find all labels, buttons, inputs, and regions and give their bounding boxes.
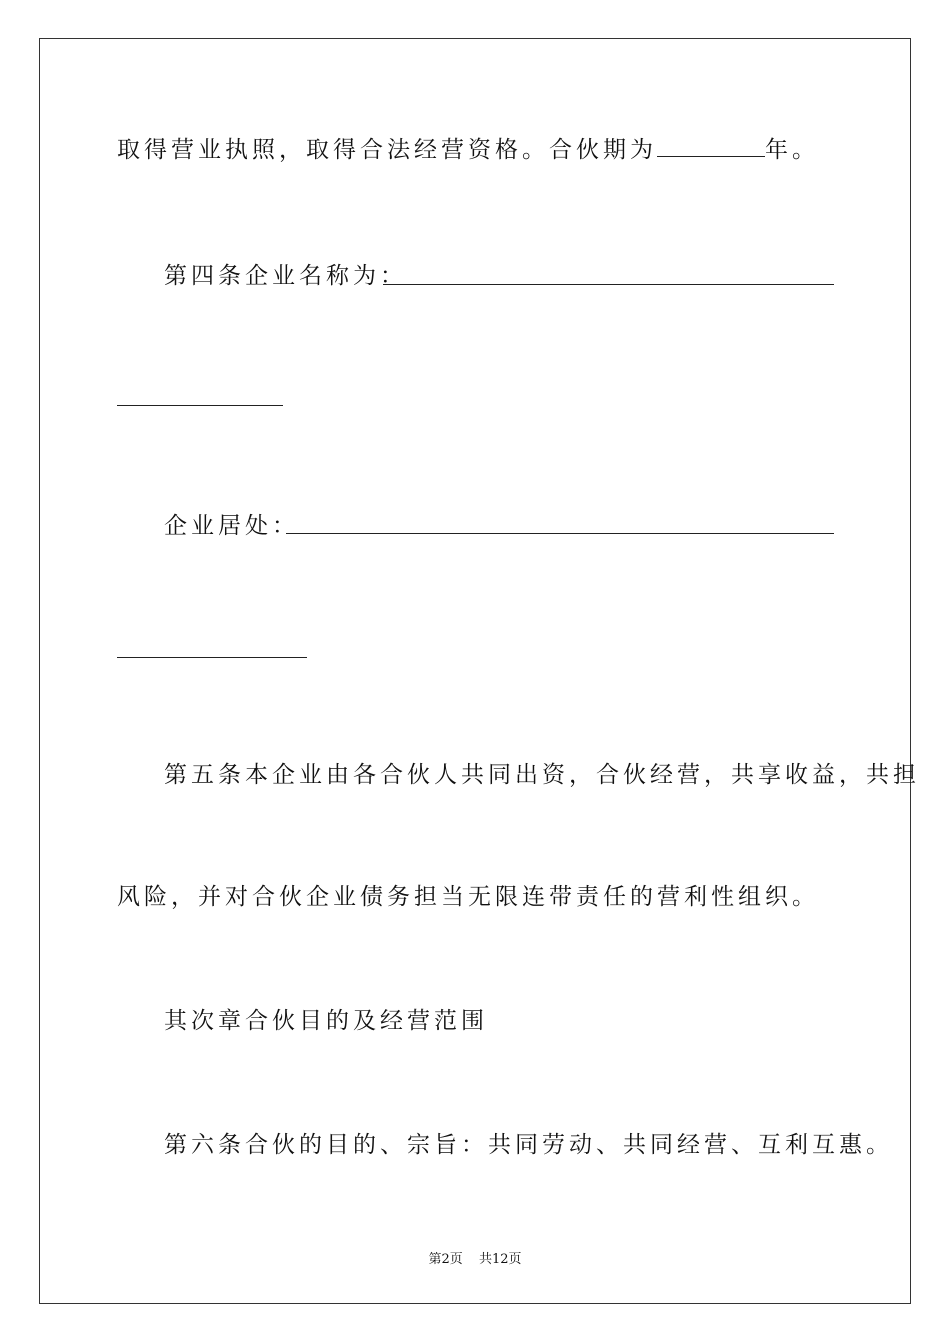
chapter-2-heading: 其次章合伙目的及经营范围 bbox=[164, 1008, 488, 1034]
footer-total-pages: 共12页 bbox=[478, 1252, 522, 1267]
article-6-line: 第六条合伙的目的、宗旨：共同劳动、共同经营、互利互惠。 bbox=[164, 1132, 893, 1158]
page-frame bbox=[39, 38, 911, 1304]
footer-page-number: 第2页 bbox=[428, 1252, 463, 1267]
blank-enterprise-name[interactable] bbox=[383, 284, 834, 285]
page-footer bbox=[0, 1248, 950, 1267]
text-line-license: 取得营业执照，取得合法经营资格。合伙期为 年。 bbox=[117, 137, 819, 163]
blank-enterprise-address-continued[interactable] bbox=[117, 657, 307, 658]
article-4-line: 第四条企业名称为： bbox=[164, 263, 407, 289]
residence-line: 企业居处： bbox=[164, 513, 299, 539]
blank-partnership-term[interactable] bbox=[657, 136, 765, 157]
blank-enterprise-name-continued[interactable] bbox=[117, 405, 283, 406]
blank-enterprise-address[interactable] bbox=[286, 533, 834, 534]
article-5-line-2: 风险，并对合伙企业债务担当无限连带责任的营利性组织。 bbox=[117, 884, 819, 910]
article-5-line-1: 第五条本企业由各合伙人共同出资，合伙经营，共享收益，共担 bbox=[164, 762, 920, 788]
